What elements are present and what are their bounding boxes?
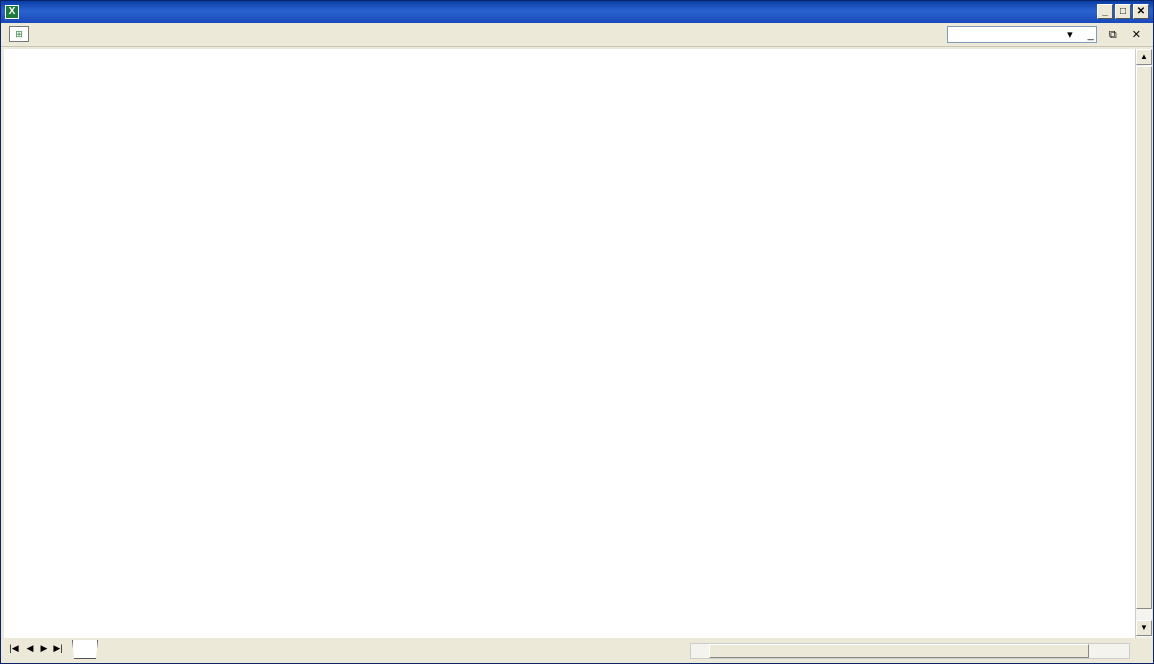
first-sheet-icon[interactable]: |◀ (9, 643, 19, 653)
scroll-up-icon[interactable]: ▲ (1136, 49, 1152, 65)
excel-icon: X (5, 5, 19, 19)
minimize-button[interactable]: _ (1097, 4, 1113, 19)
title-bar (1, 1, 1153, 23)
sheet-tab[interactable] (72, 640, 98, 659)
vertical-scrollbar[interactable] (1135, 49, 1152, 638)
menu-bar (1, 23, 1153, 47)
last-sheet-icon[interactable]: ▶| (53, 643, 63, 653)
scroll-thumb[interactable] (1136, 66, 1152, 609)
close-button[interactable]: ✕ (1133, 4, 1149, 19)
hscroll-thumb[interactable] (709, 644, 1089, 658)
workbook-icon[interactable]: ⊞ (9, 26, 29, 42)
workbook-controls[interactable]: ▾ _ ⧉ ✕ (1067, 29, 1147, 41)
horizontal-scrollbar[interactable] (690, 643, 1130, 659)
scroll-down-icon[interactable]: ▼ (1136, 620, 1152, 636)
maximize-button[interactable]: □ (1115, 4, 1131, 19)
sheet-tab-bar (4, 640, 1152, 660)
prev-sheet-icon[interactable]: ◀ (26, 643, 34, 653)
next-sheet-icon[interactable]: ▶ (40, 643, 48, 653)
spreadsheet-grid[interactable] (4, 49, 1135, 638)
